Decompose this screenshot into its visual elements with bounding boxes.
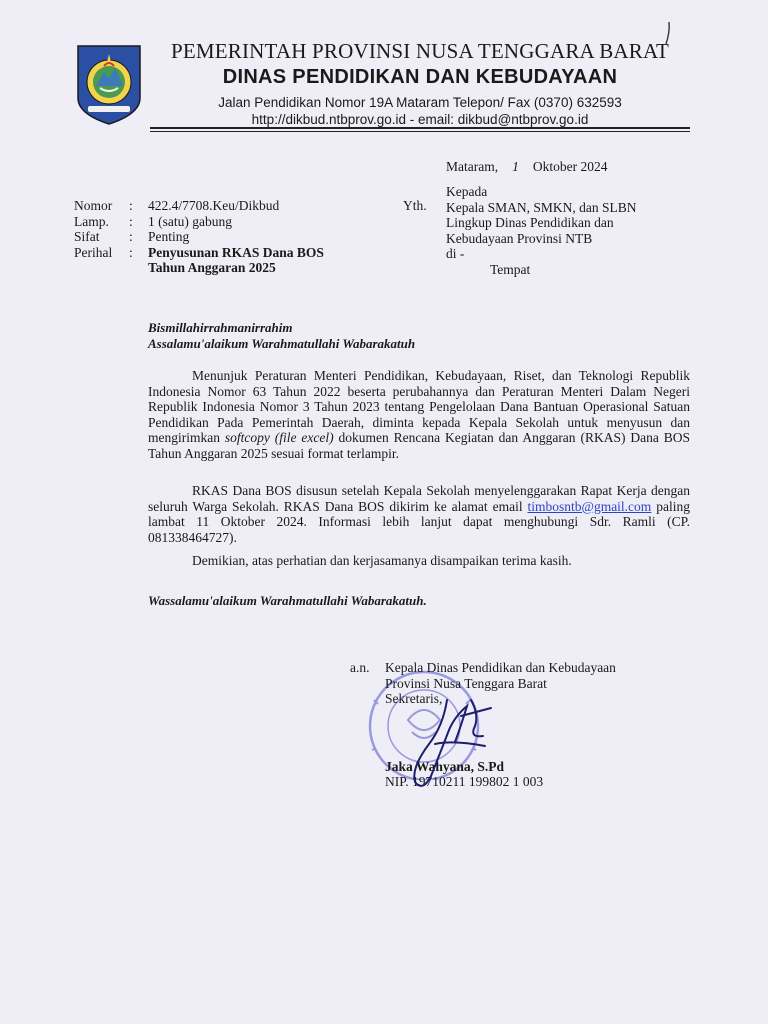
paragraph-emphasis: softcopy (file excel) — [224, 430, 334, 445]
letterhead — [150, 38, 690, 128]
department-web-email: http://dikbud.ntbprov.go.id - email: dikbud@ntbprov.go.id — [251, 112, 589, 127]
nomor-value: 422.4/7708.Keu/Dikbud — [148, 198, 280, 213]
nomor-label: Nomor — [74, 198, 113, 213]
opening-greeting — [148, 320, 415, 351]
meta-row-nomor — [74, 198, 378, 214]
signatory-title-line: Provinsi Nusa Tenggara Barat — [385, 675, 547, 691]
paragraph-text: dokumen Rencana Kegiatan dan Anggaran (RKAS) Dana BOS Tahun Anggaran 2025 sesuai format terlampir. — [148, 430, 690, 461]
pen-mark-icon — [660, 20, 674, 46]
letterhead-rule-thick — [150, 127, 690, 129]
department-address: Jalan Pendidikan Nomor 19A Mataram Telepon/ Fax (0370) 632593 — [218, 95, 622, 110]
recipient-tempat: Tempat — [490, 261, 531, 277]
paragraph-text: RKAS Dana BOS disusun setelah Kepala Sekolah menyelenggarakan Rapat Kerja dengan seluruh Warga Sekolah. RKAS Dana BOS dikirim ke alamat email — [148, 483, 690, 514]
body-paragraph-3: Demikian, atas perhatian dan kerjasamanya disampaikan terima kasih. — [192, 553, 572, 568]
paragraph-text: Menunjuk Peraturan Menteri Pendidikan, Kebudayaan, Riset, dan Teknologi Republik Indonesia Nomor 63 Tahun 2022 beserta perubahannya dan Peraturan Menteri Dalam Negeri Republik Indonesia Nomor 3 Tahun 2023 tentang Pengelolaan Dana Bantuan Operasional Satuan Pendidikan Pada Pemerintah Daerah, diminta kepada Kepala Sekolah untuk menyusun dan mengirimkan — [148, 368, 690, 445]
handwritten-signature-icon — [395, 686, 505, 794]
ntb-province-emblem-icon — [74, 42, 144, 126]
recipient-line: Lingkup Dinas Pendidikan dan — [446, 215, 614, 230]
recipient-line: Kepala SMAN, SMKN, dan SLBN — [446, 199, 637, 215]
meta-row-perihal — [74, 245, 378, 261]
basmalah: Bismillahirrahmanirrahim — [148, 320, 293, 335]
date-month-year: Oktober 2024 — [532, 159, 608, 174]
perihal-value-line2: Tahun Anggaran 2025 — [148, 260, 276, 275]
meta-row-sifat — [74, 229, 378, 245]
meta-colon: : — [129, 198, 133, 213]
body-paragraph-2 — [148, 483, 690, 545]
perihal-label: Perihal — [74, 244, 113, 260]
recipient-line: Kebudayaan Provinsi NTB — [446, 230, 593, 246]
an-label: a.n. — [350, 660, 370, 675]
sifat-value: Penting — [148, 229, 190, 244]
department-name: DINAS PENDIDIKAN DAN KEBUDAYAAN — [222, 66, 618, 88]
yth-label: Yth. — [403, 198, 427, 213]
signatory-title-line: Kepala Dinas Pendidikan dan Kebudayaan — [385, 660, 616, 675]
date-day: 1 — [512, 159, 519, 174]
letter-meta — [74, 198, 378, 276]
letter-date — [446, 159, 607, 175]
lamp-value: 1 (satu) gabung — [148, 213, 232, 229]
body-paragraph-1 — [148, 368, 690, 461]
letterhead-rule-thin — [150, 131, 690, 132]
meta-colon: : — [129, 213, 133, 229]
government-name: PEMERINTAH PROVINSI NUSA TENGGARA BARAT — [170, 39, 670, 63]
meta-row-lamp — [74, 214, 378, 230]
lamp-label: Lamp. — [74, 213, 109, 229]
date-place: Mataram, — [446, 159, 499, 174]
sifat-label: Sifat — [74, 229, 100, 244]
signatory-nip: NIP. 19710211 199802 1 003 — [385, 774, 544, 789]
recipient-block — [446, 184, 706, 277]
signatory-title-line: Sekretaris, — [385, 691, 443, 706]
meta-colon: : — [129, 229, 133, 244]
meta-colon: : — [129, 244, 133, 260]
perihal-value: Penyusunan RKAS Dana BOS — [148, 244, 324, 260]
recipient-di: di - — [446, 246, 465, 261]
closing-greeting: Wassalamu'alaikum Warahmatullahi Wabarakatuh. — [148, 593, 427, 608]
email-link[interactable]: timbosntb@gmail.com — [527, 498, 652, 514]
signatory-name: Jaka Wahyana, S.Pd — [385, 759, 505, 774]
paragraph-text: paling lambat 11 Oktober 2024. Informasi lebih lanjut dapat menghubungi Sdr. Ramli (CP. 081338464727). — [148, 498, 690, 545]
kepada-label: Kepada — [446, 184, 488, 199]
salam: Assalamu'alaikum Warahmatullahi Wabarakatuh — [148, 335, 416, 351]
